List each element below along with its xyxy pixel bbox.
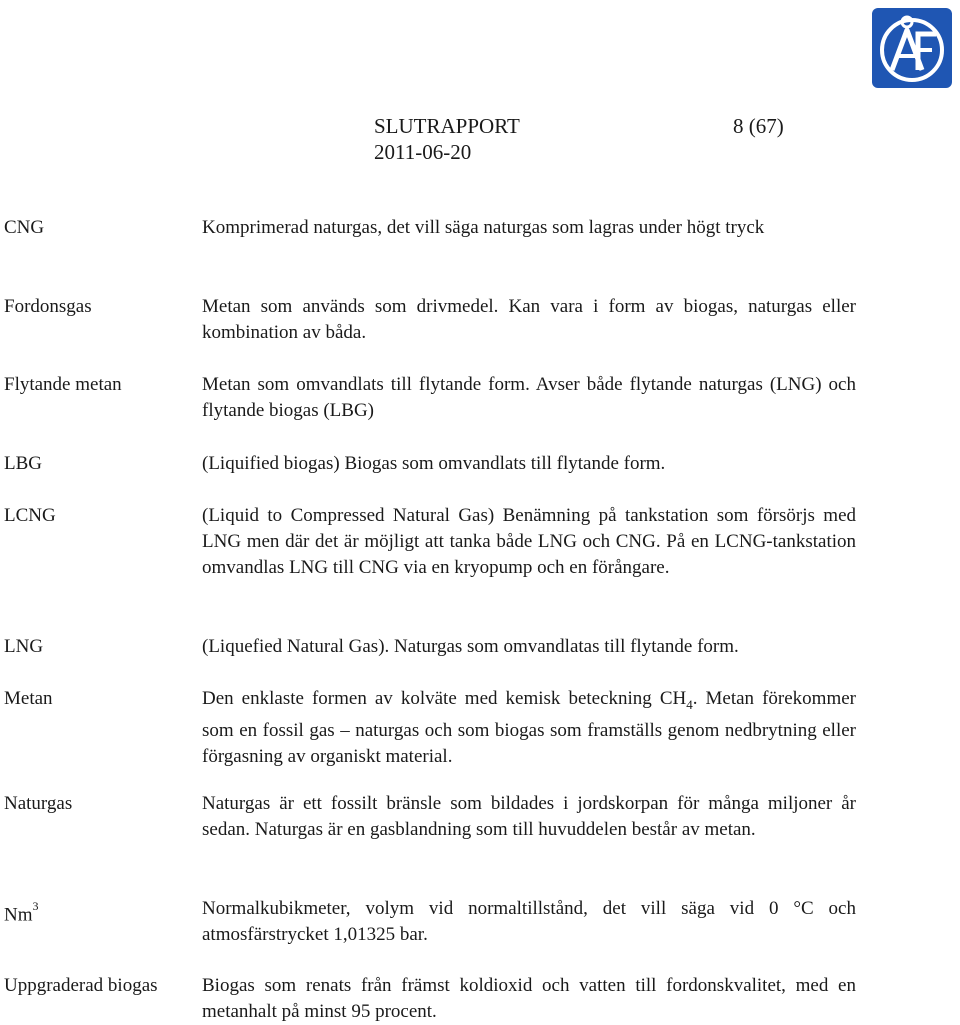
page-number: 8 (67) (733, 114, 784, 138)
glossary-term: Metan (4, 688, 53, 709)
definition-text-end: . Metan förekommer som en fossil gas – naturgas och som biogas som framställs genom nedbrytning eller förgasning av organiskt material. (202, 688, 856, 767)
report-date: 2011-06-20 (374, 140, 472, 164)
glossary-definition: (Liquefied Natural Gas). Naturgas som omvandlatas till flytande form. (202, 636, 739, 657)
glossary-term: LCNG (4, 505, 56, 526)
superscript-3: 3 (32, 899, 39, 913)
report-title: SLUTRAPPORT (374, 114, 520, 138)
glossary-definition: Metan som omvandlats till flytande form. Avser både flytande naturgas (LNG) och flytande biogas (LBG) (202, 374, 856, 421)
company-logo (872, 8, 952, 88)
glossary-definition: (Liquid to Compressed Natural Gas) Benämning på tankstation som försörjs med LNG men där det är möjligt att tanka både LNG och CNG. På en LCNG-tankstation omvandlas LNG till CNG via en kryopump och en förångare. (202, 505, 856, 578)
glossary-definition: Naturgas är ett fossilt bränsle som bildades i jordskorpan för många miljoner år sedan. Naturgas är en gasblandning som till huvuddelen består av metan. (202, 793, 856, 840)
glossary-term: Flytande metan (4, 374, 122, 395)
glossary-term: Fordonsgas (4, 296, 92, 317)
glossary-term: CNG (4, 217, 45, 238)
definition-text-start: Den enklaste formen av kolväte med kemisk beteckning CH (202, 688, 687, 709)
report-title-line (374, 114, 794, 139)
glossary-definition: Biogas som renats från främst koldioxid och vatten till fordonskvalitet, med en metanhalt på minst 95 procent. (202, 975, 856, 1022)
glossary-term: Naturgas (4, 793, 73, 814)
glossary-definition: (Liquified biogas) Biogas som omvandlats till flytande form. (202, 453, 666, 474)
glossary-term: Uppgraderad biogas (4, 975, 158, 996)
glossary-definition: Normalkubikmeter, volym vid normaltillstånd, det vill säga vid 0 °C och atmosfärstrycket 1,01325 bar. (202, 898, 856, 945)
glossary-definition: Metan som används som drivmedel. Kan vara i form av biogas, naturgas eller kombination av båda. (202, 296, 856, 343)
glossary-definition: Komprimerad naturgas, det vill säga naturgas som lagras under högt tryck (202, 217, 765, 238)
glossary-term: LNG (4, 636, 44, 657)
glossary-term: LBG (4, 453, 42, 474)
subscript-4: 4 (686, 696, 693, 712)
af-logo-icon (872, 8, 952, 88)
term-text: Nm (4, 904, 33, 926)
glossary-definition (202, 686, 856, 770)
glossary-term (4, 896, 184, 928)
